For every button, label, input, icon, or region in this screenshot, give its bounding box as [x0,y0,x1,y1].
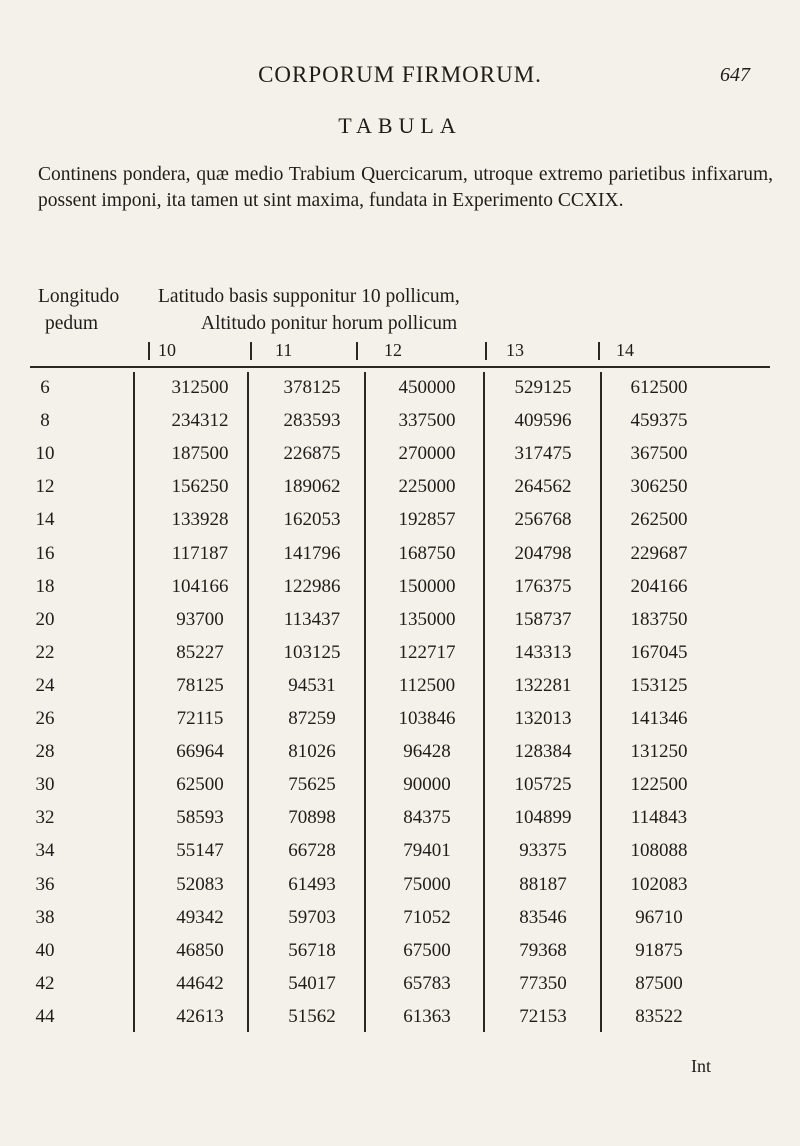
value-cell: 44642 [176,972,224,994]
table-row [0,741,800,767]
column-divider [247,372,249,1032]
column-divider [364,372,366,1032]
value-cell: 306250 [630,476,688,498]
running-head [0,62,800,92]
value-cell: 122717 [398,641,456,663]
column-header-row [0,340,800,366]
value-cell: 84375 [403,807,451,829]
table-row [0,675,800,701]
header-divider [148,342,150,360]
value-cell: 122986 [283,575,341,597]
value-cell: 183750 [630,608,688,630]
table-row [0,543,800,569]
length-unit-label: pedum [45,313,99,334]
value-cell: 459375 [630,410,688,432]
length-cell: 6 [40,377,50,398]
value-cell: 102083 [630,873,688,895]
value-cell: 158737 [514,608,572,630]
value-cell: 262500 [630,509,688,531]
column-divider [133,372,135,1032]
length-cell: 22 [35,641,55,663]
value-cell: 176375 [514,575,572,597]
value-cell: 229687 [630,542,688,564]
value-cell: 83522 [635,1005,683,1027]
value-cell: 104899 [514,807,572,829]
value-cell: 117187 [171,542,229,564]
table-row [0,874,800,900]
value-cell: 96710 [635,906,683,928]
catchword: Int [691,1056,711,1076]
value-cell: 108088 [630,840,688,862]
header-divider [250,342,252,360]
length-cell: 8 [40,410,50,432]
length-cell: 44 [35,1005,55,1027]
table-row [0,509,800,535]
table-row [0,1006,800,1032]
value-cell: 94531 [288,674,336,696]
value-cell: 72153 [519,1005,567,1027]
value-cell: 128384 [514,741,572,763]
value-cell: 270000 [398,443,456,465]
length-cell: 32 [35,807,55,829]
height-note: Altitudo ponitur horum pollicum [201,313,458,334]
column-header: 12 [384,340,402,360]
value-cell: 105725 [514,774,572,796]
table-row [0,377,800,403]
table-row [0,840,800,866]
length-cell: 12 [35,476,55,498]
value-cell: 59703 [288,906,336,928]
value-cell: 234312 [171,410,229,432]
value-cell: 67500 [403,939,451,961]
value-cell: 143313 [514,641,572,663]
value-cell: 78125 [176,674,224,696]
value-cell: 46850 [176,939,224,961]
value-cell: 612500 [630,377,688,398]
value-cell: 312500 [171,377,229,398]
table-title: TABULA [338,113,462,138]
table-row [0,940,800,966]
value-cell: 226875 [283,443,341,465]
value-cell: 153125 [630,674,688,696]
page-number: 647 [720,64,750,86]
length-cell: 30 [35,774,55,796]
value-cell: 131250 [630,741,688,763]
running-title: CORPORUM FIRMORUM. [258,62,542,87]
header-divider [485,342,487,360]
length-cell: 10 [35,443,55,465]
value-cell: 256768 [514,509,572,531]
value-cell: 337500 [398,410,456,432]
table-row [0,443,800,469]
value-cell: 450000 [398,377,456,398]
column-divider [600,372,602,1032]
value-cell: 264562 [514,476,572,498]
value-cell: 225000 [398,476,456,498]
value-cell: 529125 [514,377,572,398]
table-row [0,807,800,833]
value-cell: 62500 [176,774,224,796]
table-row [0,410,800,436]
header-divider [598,342,600,360]
table-row [0,576,800,602]
value-cell: 66728 [288,840,336,862]
value-cell: 85227 [176,641,224,663]
length-cell: 16 [35,542,55,564]
header-divider [356,342,358,360]
column-header: 14 [616,340,634,360]
value-cell: 187500 [171,443,229,465]
value-cell: 58593 [176,807,224,829]
value-cell: 122500 [630,774,688,796]
value-cell: 55147 [176,840,224,862]
length-label: Longitudo [38,286,120,307]
value-cell: 96428 [403,741,451,763]
value-cell: 112500 [398,674,456,696]
value-cell: 79368 [519,939,567,961]
column-header: 13 [506,340,524,360]
value-cell: 61493 [288,873,336,895]
value-cell: 132281 [514,674,572,696]
value-cell: 133928 [171,509,229,531]
length-cell: 34 [35,840,55,862]
value-cell: 114843 [630,807,688,829]
length-cell: 40 [35,939,55,961]
value-cell: 189062 [283,476,341,498]
value-cell: 65783 [403,972,451,994]
value-cell: 49342 [176,906,224,928]
value-cell: 66964 [176,741,224,763]
length-cell: 18 [35,575,55,597]
value-cell: 77350 [519,972,567,994]
length-cell: 20 [35,608,55,630]
value-cell: 113437 [283,608,341,630]
length-cell: 36 [35,873,55,895]
value-cell: 103846 [398,708,456,729]
column-header: 11 [275,340,293,360]
value-cell: 192857 [398,509,456,531]
length-cell: 26 [35,708,55,729]
value-cell: 90000 [403,774,451,796]
value-cell: 204166 [630,575,688,597]
value-cell: 132013 [514,708,572,729]
width-note: Latitudo basis supponitur 10 pollicum, [158,286,460,307]
value-cell: 141346 [630,708,688,729]
header-rule [30,366,770,368]
table-row [0,642,800,668]
length-cell: 14 [35,509,55,531]
value-cell: 162053 [283,509,341,531]
value-cell: 42613 [176,1005,224,1027]
value-cell: 71052 [403,906,451,928]
length-cell: 28 [35,741,55,763]
value-cell: 135000 [398,608,456,630]
value-cell: 167045 [630,641,688,663]
value-cell: 150000 [398,575,456,597]
column-divider [483,372,485,1032]
value-cell: 91875 [635,939,683,961]
value-cell: 156250 [171,476,229,498]
length-cell: 24 [35,674,55,696]
value-cell: 204798 [514,542,572,564]
table-row [0,907,800,933]
value-cell: 317475 [514,443,572,465]
value-cell: 88187 [519,873,567,895]
value-cell: 75625 [288,774,336,796]
column-header: 10 [158,340,176,360]
value-cell: 87259 [288,708,336,729]
value-cell: 378125 [283,377,341,398]
value-cell: 61363 [403,1005,451,1027]
length-cell: 42 [35,972,55,994]
value-cell: 367500 [630,443,688,465]
table-row [0,973,800,999]
value-cell: 104166 [171,575,229,597]
value-cell: 283593 [283,410,341,432]
value-cell: 51562 [288,1005,336,1027]
table-row [0,609,800,635]
value-cell: 168750 [398,542,456,564]
table-caption: Continens pondera, quæ medio Trabium Quercicarum, utroque extremo parietibus infixarum, possent imponi, ita tamen ut sint maxima, fundata in Experimento CCXIX. [38,164,773,211]
value-cell: 87500 [635,972,683,994]
table-row [0,476,800,502]
table-row [0,774,800,800]
value-cell: 54017 [288,972,336,994]
value-cell: 103125 [283,641,341,663]
value-cell: 83546 [519,906,567,928]
value-cell: 70898 [288,807,336,829]
value-cell: 81026 [288,741,336,763]
value-cell: 79401 [403,840,451,862]
value-cell: 93700 [176,608,224,630]
value-cell: 52083 [176,873,224,895]
value-cell: 56718 [288,939,336,961]
table-row [0,708,800,734]
value-cell: 141796 [283,542,341,564]
value-cell: 72115 [176,708,224,729]
value-cell: 75000 [403,873,451,895]
length-cell: 38 [35,906,55,928]
value-cell: 93375 [519,840,567,862]
value-cell: 409596 [514,410,572,432]
